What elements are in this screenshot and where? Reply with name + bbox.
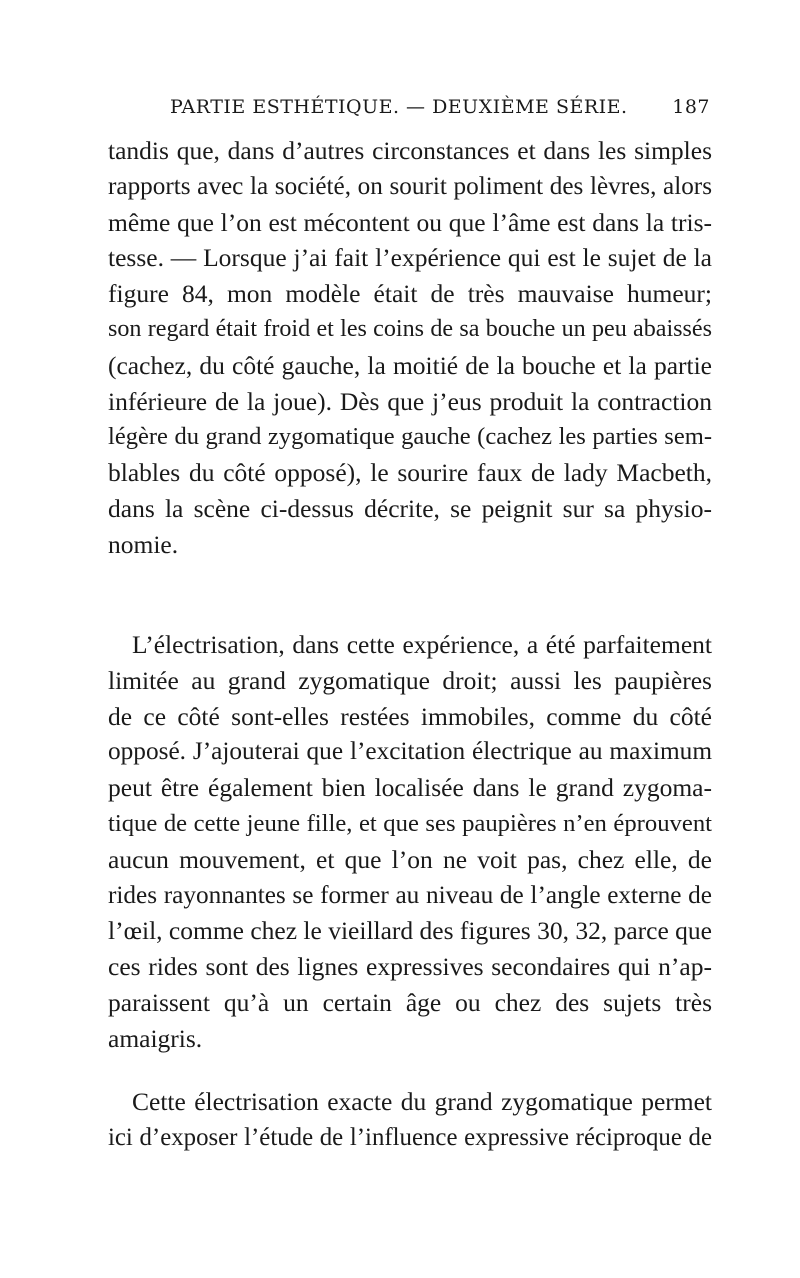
text-line: rapports avec la société, on sourit poliment des lèvres, alors: [108, 172, 712, 200]
text-line: tandis que, dans d’autres circonstances et dans les simples: [108, 136, 712, 165]
text-line: l’œil, comme chez le vieillard des figures 30, 32, parce que: [108, 916, 712, 946]
text-line: (cachez, du côté gauche, la moitié de la bouche et la partie: [108, 350, 712, 380]
text-line: blables du côté opposé), le sourire faux de lady Macbeth,: [108, 458, 712, 488]
page-number: 187: [672, 96, 710, 118]
text-line: opposé. J’ajouterai que l’excitation électrique au maximum: [108, 737, 712, 766]
text-line: nomie.: [108, 529, 179, 559]
text-line: ici d’exposer l’étude de l’influence expressive réciproque de: [108, 1123, 712, 1151]
text-line: de ce côté sont-elles restées immobiles, comme du côté: [108, 701, 712, 731]
text-line: paraissent qu’à un certain âge ou chez des sujets très: [108, 987, 712, 1017]
paragraph-3: [108, 1084, 712, 1156]
text-line: figure 84, mon modèle était de très mauvaise humeur;: [108, 279, 712, 309]
text-line: aucun mouvement, et que l’on ne voit pas, chez elle, de: [108, 844, 712, 874]
text-line: limitée au grand zygomatique droit; aussi les paupières: [108, 665, 712, 695]
running-head: [170, 96, 710, 118]
text-line: inférieure de la joue). Dès que j’eus produit la contraction: [108, 386, 712, 416]
text-line: rides rayonnantes se former au niveau de l’angle externe de: [108, 880, 712, 909]
text-line: tesse. — Lorsque j’ai fait l’expérience qui est le sujet de la: [108, 243, 712, 273]
paragraph-2: [108, 627, 712, 1057]
running-head-title: PARTIE ESTHÉTIQUE. — DEUXIÈME SÉRIE.: [170, 96, 628, 118]
text-line: ces rides sont des lignes expressives secondaires qui n’ap-: [108, 952, 712, 982]
text-line: légère du grand zygomatique gauche (cachez les parties sem-: [108, 423, 712, 451]
text-line: amaigris.: [108, 1023, 203, 1053]
text-line: L’électrisation, dans cette expérience, a été parfaitement: [132, 630, 712, 659]
text-line: peut être également bien localisée dans le grand zygoma-: [108, 773, 712, 803]
text-line: dans la scène ci-dessus décrite, se peignit sur sa physio-: [108, 493, 712, 523]
paragraph-1: [108, 133, 712, 563]
text-line: Cette électrisation exacte du grand zygomatique permet: [132, 1087, 712, 1116]
text-line: même que l’on est mécontent ou que l’âme est dans la tris-: [108, 207, 712, 237]
text-line: tique de cette jeune fille, et que ses paupières n’en éprouvent: [108, 809, 712, 837]
text-line: son regard était froid et les coins de sa bouche un peu abaissés: [108, 315, 712, 342]
